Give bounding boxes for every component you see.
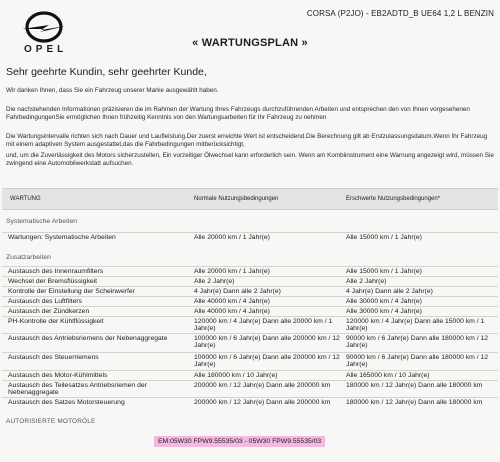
table-cell-sev: 180000 km / 12 Jahr(e) Dann alle 180000 km (346, 382, 483, 389)
brand-name: OPEL (24, 44, 68, 55)
table-cell-norm: Alle 2 Jahr(e) (194, 278, 235, 285)
table-cell-sev: 120000 km / 4 Jahr(e) Dann alle 15000 km / 1 Jahr(e) (346, 318, 485, 333)
vehicle-identifier: CORSA (P2JO) - EB2ADTD_B UE64 1,2 L BENZIN (306, 9, 494, 18)
table-row (2, 370, 498, 380)
table-row (2, 286, 498, 296)
table-cell-norm: 100000 km / 6 Jahr(e) Dann alle 200000 km / 12 Jahr(e) (194, 354, 340, 369)
table-cell-norm: 200000 km / 12 Jahr(e) Dann alle 200000 km (194, 399, 331, 406)
intro-paragraph-3: Die Wartungsintervalle richten sich nach Dauer und Laufleistung.Der zuerst erreichte Wert ist entscheidend.Die Berechnung gilt ab Erstzulassungsdatum.Wenn Ihr Fahrzeug mit einem adaptiven System ausgestattet,das die Fahrbedingungen mitberücksichtigt, (6, 133, 488, 148)
table-cell-task: Austausch des Satzes Motorsteuerung (8, 399, 125, 406)
table-cell-task: Austausch des Teilesatzes Antriebsriemen der Nebenaggregate (8, 382, 147, 397)
oils-value: EM:05W30 FPW9.55535/03 - 05W30 FPW9.55535/03 (154, 436, 325, 447)
table-row (2, 333, 498, 352)
table-row (2, 380, 498, 397)
table-cell-task: Austausch des Innenraumfilters (8, 268, 104, 275)
section-title-additional: Zusatzarbeiten (6, 254, 51, 261)
intro-paragraph-4: und, um die Zuverlässigkeit des Motors sicherzustellen, Ein vorzeitiger Ölwechsel kann erforderlich sein. Wenn am Kombiinstrument eine Warnung angezeigt wird, müssen Sie zwingend eine Automobilwerkstatt aufsuchen. (6, 152, 494, 167)
table-row (2, 276, 498, 286)
table-row (2, 316, 498, 333)
table-cell-sev: Alle 15000 km / 1 Jahr(e) (346, 268, 422, 275)
table-row (2, 296, 498, 306)
section-title-systematic: Systematische Arbeiten (6, 218, 78, 225)
table-cell-task: Austausch des Steuerriemens (8, 354, 99, 361)
header-severe-conditions: Erschwerte Nutzungsbedingungen* (346, 196, 441, 202)
table-row (2, 306, 498, 316)
table-row (2, 397, 498, 414)
table-cell-task: Austausch des Motor-Kühlmittels (8, 372, 108, 379)
table-cell-norm: Alle 180000 km / 10 Jahr(e) (194, 372, 278, 379)
header-normal-conditions: Normale Nutzungsbedingungen (194, 196, 279, 202)
table-cell-norm: Alle 20000 km / 1 Jahr(e) (194, 234, 270, 241)
table-cell-norm: Alle 40000 km / 4 Jahr(e) (194, 308, 270, 315)
table-cell-norm: 100000 km / 6 Jahr(e) Dann alle 200000 km / 12 Jahr(e) (194, 335, 340, 350)
table-cell-task: Austausch des Antriebsriemens der Nebenaggregate (8, 335, 168, 342)
table-row (2, 266, 498, 276)
table-cell-norm: 200000 km / 12 Jahr(e) Dann alle 200000 km (194, 382, 331, 389)
table-cell-norm: 4 Jahr(e) Dann alle 2 Jahr(e) (194, 288, 281, 295)
table-cell-sev: 90000 km / 6 Jahr(e) Dann alle 180000 km / 12 Jahr(e) (346, 354, 489, 369)
intro-paragraph-2: Die nachstehenden Informationen präzisieren die im Rahmen der Wartung Ihres Fahrzeugs durchzuführenden Arbeiten und entsprechen den von Ihnen vorgesehenen FahrbedingungenSie ermöglichen Ihnen frühzeitig Kenntnis von den Wartungsarbeiten für Ihr Fahrzeug zu nehmen (6, 106, 470, 121)
table-cell-task: Wartungen: Systematische Arbeiten (8, 234, 116, 241)
table-header (2, 188, 498, 210)
table-cell-norm: 120000 km / 4 Jahr(e) Dann alle 20000 km / 1 Jahr(e) (194, 318, 333, 333)
page-title: « WARTUNGSPLAN » (192, 37, 308, 49)
table-cell-sev: Alle 30000 km / 4 Jahr(e) (346, 308, 422, 315)
table-cell-sev: Alle 165000 km / 10 Jahr(e) (346, 372, 430, 379)
table-cell-sev: 90000 km / 6 Jahr(e) Dann alle 180000 km / 12 Jahr(e) (346, 335, 489, 350)
table-cell-task: Wechsel der Bremsflüssigkeit (8, 278, 98, 285)
greeting: Sehr geehrte Kundin, sehr geehrter Kunde, (6, 66, 207, 78)
table-cell-norm: Alle 40000 km / 4 Jahr(e) (194, 298, 270, 305)
table-cell-task: Austausch der Zündkerzen (8, 308, 90, 315)
table-cell-sev: 4 Jahr(e) Dann alle 2 Jahr(e) (346, 288, 433, 295)
table-row (2, 352, 498, 370)
table-cell-sev: Alle 15000 km / 1 Jahr(e) (346, 234, 422, 241)
oils-title: AUTORISIERTE MOTORÖLE (6, 418, 96, 425)
table-cell-task: Austausch des Luftfilters (8, 298, 83, 305)
table-cell-sev: 180000 km / 12 Jahr(e) Dann alle 180000 km (346, 399, 483, 406)
intro-paragraph-1: Wir danken Ihnen, dass Sie ein Fahrzeug unserer Marke ausgewählt haben. (6, 87, 219, 94)
header-maintenance: WARTUNG (10, 196, 41, 202)
table-cell-task: PH-Kontrolle der Kühlflüssigkeit (8, 318, 104, 325)
table-cell-task: Kontrolle der Einstellung der Scheinwerfer (8, 288, 135, 295)
table-cell-norm: Alle 20000 km / 1 Jahr(e) (194, 268, 270, 275)
table-row (2, 232, 498, 244)
table-cell-sev: Alle 30000 km / 4 Jahr(e) (346, 298, 422, 305)
table-cell-sev: Alle 2 Jahr(e) (346, 278, 387, 285)
